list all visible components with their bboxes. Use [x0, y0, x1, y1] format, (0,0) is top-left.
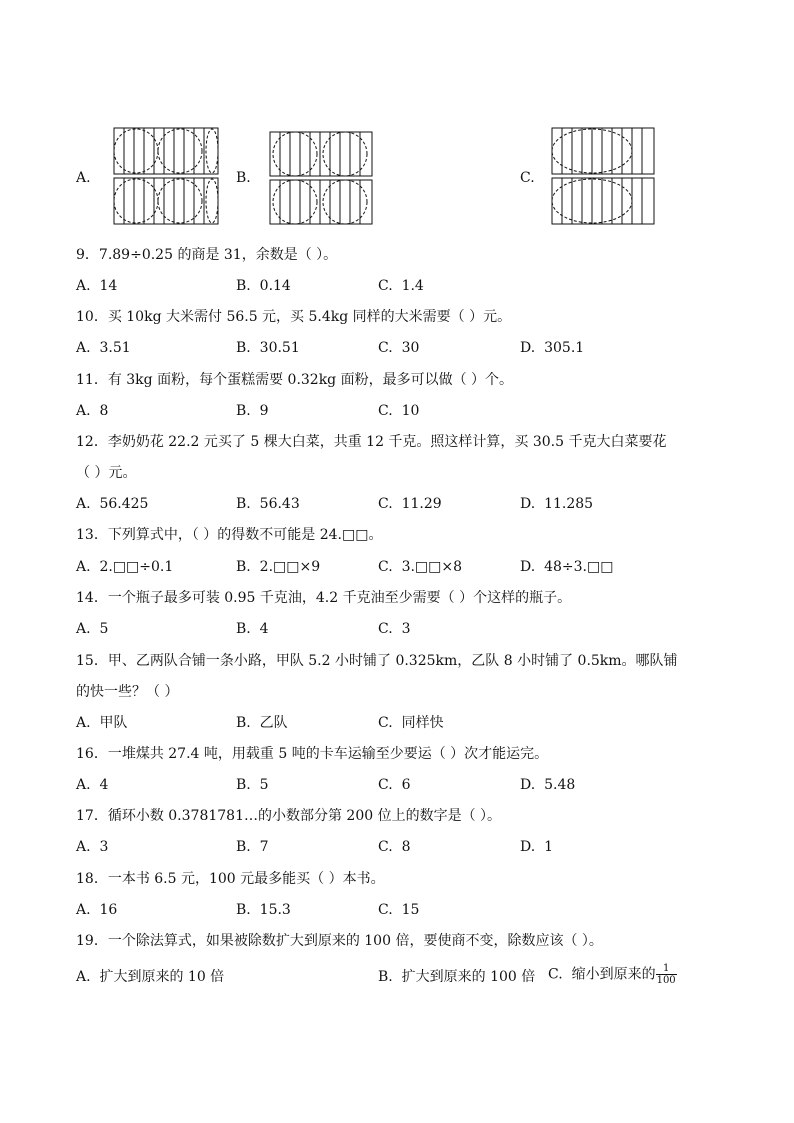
- q12-option-d[interactable]: D. 11.285: [520, 496, 594, 512]
- figure-b: [268, 130, 374, 226]
- q13-option-d[interactable]: D. 48÷3.□□: [520, 559, 614, 575]
- figure-c-label: C.: [520, 170, 535, 186]
- q18-option-c[interactable]: C. 15: [378, 902, 420, 918]
- q16-option-c[interactable]: C. 6: [378, 777, 411, 793]
- q17-option-a[interactable]: A. 3: [76, 839, 109, 855]
- q19-option-b[interactable]: B. 扩大到原来的 100 倍: [378, 969, 536, 985]
- q14-option-a[interactable]: A. 5: [76, 621, 109, 637]
- q16-option-b[interactable]: B. 5: [236, 777, 269, 793]
- q11-option-c[interactable]: C. 10: [378, 403, 420, 419]
- q10-option-c[interactable]: C. 30: [378, 340, 420, 356]
- q12-option-a[interactable]: A. 56.425: [76, 496, 149, 512]
- question-17: 17．循环小数 0.3781781…的小数部分第 200 位上的数字是（ ）。: [76, 808, 502, 824]
- q16-option-d[interactable]: D. 5.48: [520, 777, 576, 793]
- q15-option-b[interactable]: B. 乙队: [236, 715, 288, 731]
- q10-option-a[interactable]: A. 3.51: [76, 340, 131, 356]
- q12-option-c[interactable]: C. 11.29: [378, 496, 442, 512]
- question-14: 14．一个瓶子最多可装 0.95 千克油，4.2 千克油至少需要（ ）个这样的瓶子。: [76, 590, 572, 606]
- q11-option-a[interactable]: A. 8: [76, 403, 109, 419]
- question-16: 16．一堆煤共 27.4 吨，用载重 5 吨的卡车运输至少要运（ ）次才能运完。: [76, 746, 549, 762]
- q14-option-c[interactable]: C. 3: [378, 621, 411, 637]
- question-9: 9．7.89÷0.25 的商是 31，余数是（ ）。: [76, 247, 338, 263]
- question-18: 18．一本书 6.5 元，100 元最多能买（ ）本书。: [76, 871, 385, 887]
- figure-c: [550, 126, 656, 226]
- question-12-line2: （ ）元。: [76, 465, 137, 481]
- q15-option-c[interactable]: C. 同样快: [378, 715, 444, 731]
- question-15: 15．甲、乙两队合铺一条小路，甲队 5.2 小时铺了 0.325km，乙队 8 小时铺了 0.5km。哪队铺: [76, 653, 678, 669]
- q9-option-c[interactable]: C. 1.4: [378, 278, 424, 294]
- q18-option-a[interactable]: A. 16: [76, 902, 118, 918]
- q18-option-b[interactable]: B. 15.3: [236, 902, 291, 918]
- figure-b-label: B.: [236, 170, 251, 186]
- question-10: 10．买 10kg 大米需付 56.5 元，买 5.4kg 同样的大米需要（ ）元。: [76, 309, 512, 325]
- fraction-1-100: $\frac{1}{100}$: [656, 963, 676, 986]
- q13-option-c[interactable]: C. 3.□□×8: [378, 559, 463, 575]
- q10-option-b[interactable]: B. 30.51: [236, 340, 300, 356]
- q14-option-b[interactable]: B. 4: [236, 621, 269, 637]
- q13-option-b[interactable]: B. 2.□□×9: [236, 559, 321, 575]
- figure-a: [112, 126, 220, 226]
- question-19: 19．一个除法算式，如果被除数扩大到原来的 100 倍，要使商不变，除数应该（ ）。: [76, 933, 603, 949]
- q10-option-d[interactable]: D. 305.1: [520, 340, 585, 356]
- q19-option-a[interactable]: A. 扩大到原来的 10 倍: [76, 969, 225, 985]
- question-11: 11．有 3kg 面粉，每个蛋糕需要 0.32kg 面粉，最多可以做（ ）个。: [76, 372, 514, 388]
- q13-option-a[interactable]: A. 2.□□÷0.1: [76, 559, 174, 575]
- q15-option-a[interactable]: A. 甲队: [76, 715, 128, 731]
- q16-option-a[interactable]: A. 4: [76, 777, 109, 793]
- q9-option-a[interactable]: A. 14: [76, 278, 118, 294]
- q17-option-b[interactable]: B. 7: [236, 839, 269, 855]
- q11-option-b[interactable]: B. 9: [236, 403, 269, 419]
- question-12: 12．李奶奶花 22.2 元买了 5 棵大白菜，共重 12 千克。照这样计算，买 30.5 千克大白菜要花: [76, 434, 667, 450]
- question-15-line2: 的快一些？（ ）: [76, 684, 179, 700]
- figure-a-label: A.: [76, 170, 91, 186]
- q9-option-b[interactable]: B. 0.14: [236, 278, 291, 294]
- q17-option-d[interactable]: D. 1: [520, 839, 554, 855]
- q17-option-c[interactable]: C. 8: [378, 839, 411, 855]
- q12-option-b[interactable]: B. 56.43: [236, 496, 300, 512]
- question-13: 13．下列算式中，（ ）的得数不可能是 24.□□。: [76, 527, 383, 543]
- q19-option-c[interactable]: C. 缩小到原来的 $\frac{1}{100}$: [548, 963, 676, 986]
